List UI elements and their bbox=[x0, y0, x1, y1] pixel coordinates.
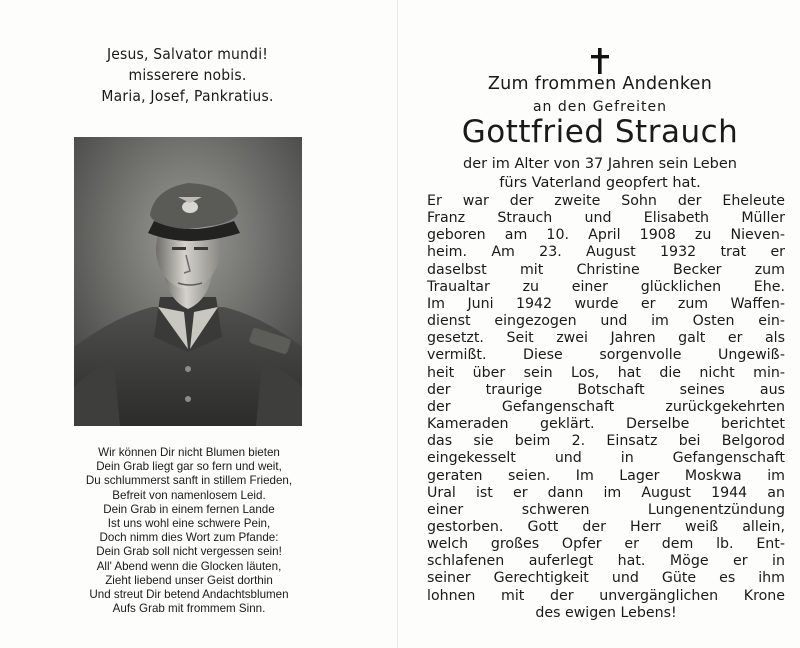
poem-line: Befreit von namenlosem Leid. bbox=[112, 488, 266, 502]
bio-line: Im Juni 1942 wurde er zum Waffen- bbox=[427, 295, 785, 312]
age-statement bbox=[400, 155, 800, 192]
poem-line: Und streut Dir betend Andachtsblumen bbox=[89, 588, 289, 602]
portrait-image bbox=[74, 137, 302, 426]
bio-line: seiner Gerechtigkeit und Güte es ihm bbox=[427, 570, 785, 587]
bio-line: Er war der zweite Sohn der Eheleute bbox=[427, 193, 785, 209]
bio-line: Franz Strauch und Elisabeth Müller bbox=[427, 210, 785, 227]
bio-line: Traualtar zu einer glücklichen Ehe. bbox=[427, 278, 785, 295]
poem-line: Dein Grab soll nicht vergessen sein! bbox=[96, 545, 282, 559]
bio-line: schlafenen auferlegt hat. Möge er in bbox=[427, 553, 785, 570]
bio-line: eingekesselt und in Gefangenschaft bbox=[427, 450, 785, 467]
portrait-photo bbox=[74, 137, 302, 426]
bio-line: vermißt. Diese sorgenvolle Ungewiß- bbox=[427, 347, 785, 364]
poem-line: Ist uns wohl eine schwere Pein, bbox=[107, 517, 271, 531]
bio-line: heit über sein Los, hat die nicht min- bbox=[427, 364, 785, 381]
bio-line: der Gefangenschaft zurückgekehrten bbox=[427, 398, 785, 415]
poem-line: Dein Grab liegt gar so fern und weit, bbox=[96, 460, 282, 474]
memorial-heading: Zum frommen Andenken bbox=[487, 74, 713, 94]
bio-line: lohnen mit der unvergänglichen Krone bbox=[427, 587, 785, 604]
card-fold-line bbox=[397, 0, 398, 648]
cross-icon bbox=[587, 46, 613, 76]
poem-line: Doch nimm dies Wort zum Pfande: bbox=[99, 531, 279, 545]
poem-line: Wir können Dir nicht Blumen bieten bbox=[98, 446, 280, 459]
prayer-header bbox=[0, 44, 375, 107]
memorial-subheading: an den Gefreiten bbox=[532, 99, 668, 115]
prayer-line: Maria, Josef, Pankratius. bbox=[101, 87, 274, 105]
poem-line: Aufs Grab mit frommem Sinn. bbox=[112, 602, 266, 616]
poem-line: Zieht liebend unser Geist dorthin bbox=[105, 573, 273, 587]
prayer-line: misserere nobis. bbox=[128, 66, 247, 84]
bio-line: gestorben. Gott der Herr weiß allein, bbox=[427, 518, 785, 535]
bio-line: Kameraden geklärt. Derselbe berichtet bbox=[427, 416, 785, 433]
bio-line: einer schweren Lungenentzündung bbox=[427, 501, 785, 518]
left-panel bbox=[0, 0, 395, 648]
bio-line: welch großes Opfer er dem lb. Ent- bbox=[427, 536, 785, 553]
prayer-line: Jesus, Salvator mundi! bbox=[106, 45, 269, 63]
bio-line: dienst eingezogen und im Osten ein- bbox=[427, 313, 785, 330]
right-panel bbox=[400, 0, 800, 648]
deceased-name: Gottfried Strauch bbox=[461, 114, 739, 150]
bio-line: Ural ist er dann im August 1944 an bbox=[427, 484, 785, 501]
poem bbox=[0, 446, 378, 616]
age-line: der im Alter von 37 Jahren sein Leben bbox=[463, 156, 737, 172]
poem-line: All' Abend wenn die Glocken läuten, bbox=[96, 559, 282, 573]
biography bbox=[427, 193, 785, 622]
bio-line: der traurige Botschaft seines aus bbox=[427, 381, 785, 398]
bio-line-final: des ewigen Lebens! bbox=[535, 604, 677, 621]
age-line: fürs Vaterland geopfert hat. bbox=[499, 174, 701, 191]
bio-line: gesetzt. Seit zwei Jahren galt er als bbox=[427, 330, 785, 347]
poem-line: Du schlummerst sanft in stillem Frieden, bbox=[85, 474, 293, 488]
bio-line: das sie beim 2. Einsatz bei Belgorod bbox=[427, 433, 785, 450]
poem-line: Dein Grab in einem fernen Lande bbox=[103, 502, 275, 516]
bio-line: geboren am 10. April 1908 zu Nieven- bbox=[427, 227, 785, 244]
bio-line: heim. Am 23. August 1932 trat er bbox=[427, 244, 785, 261]
bio-line: geraten seien. Im Lager Moskwa im bbox=[427, 467, 785, 484]
bio-line: daselbst mit Christine Becker zum bbox=[427, 261, 785, 278]
